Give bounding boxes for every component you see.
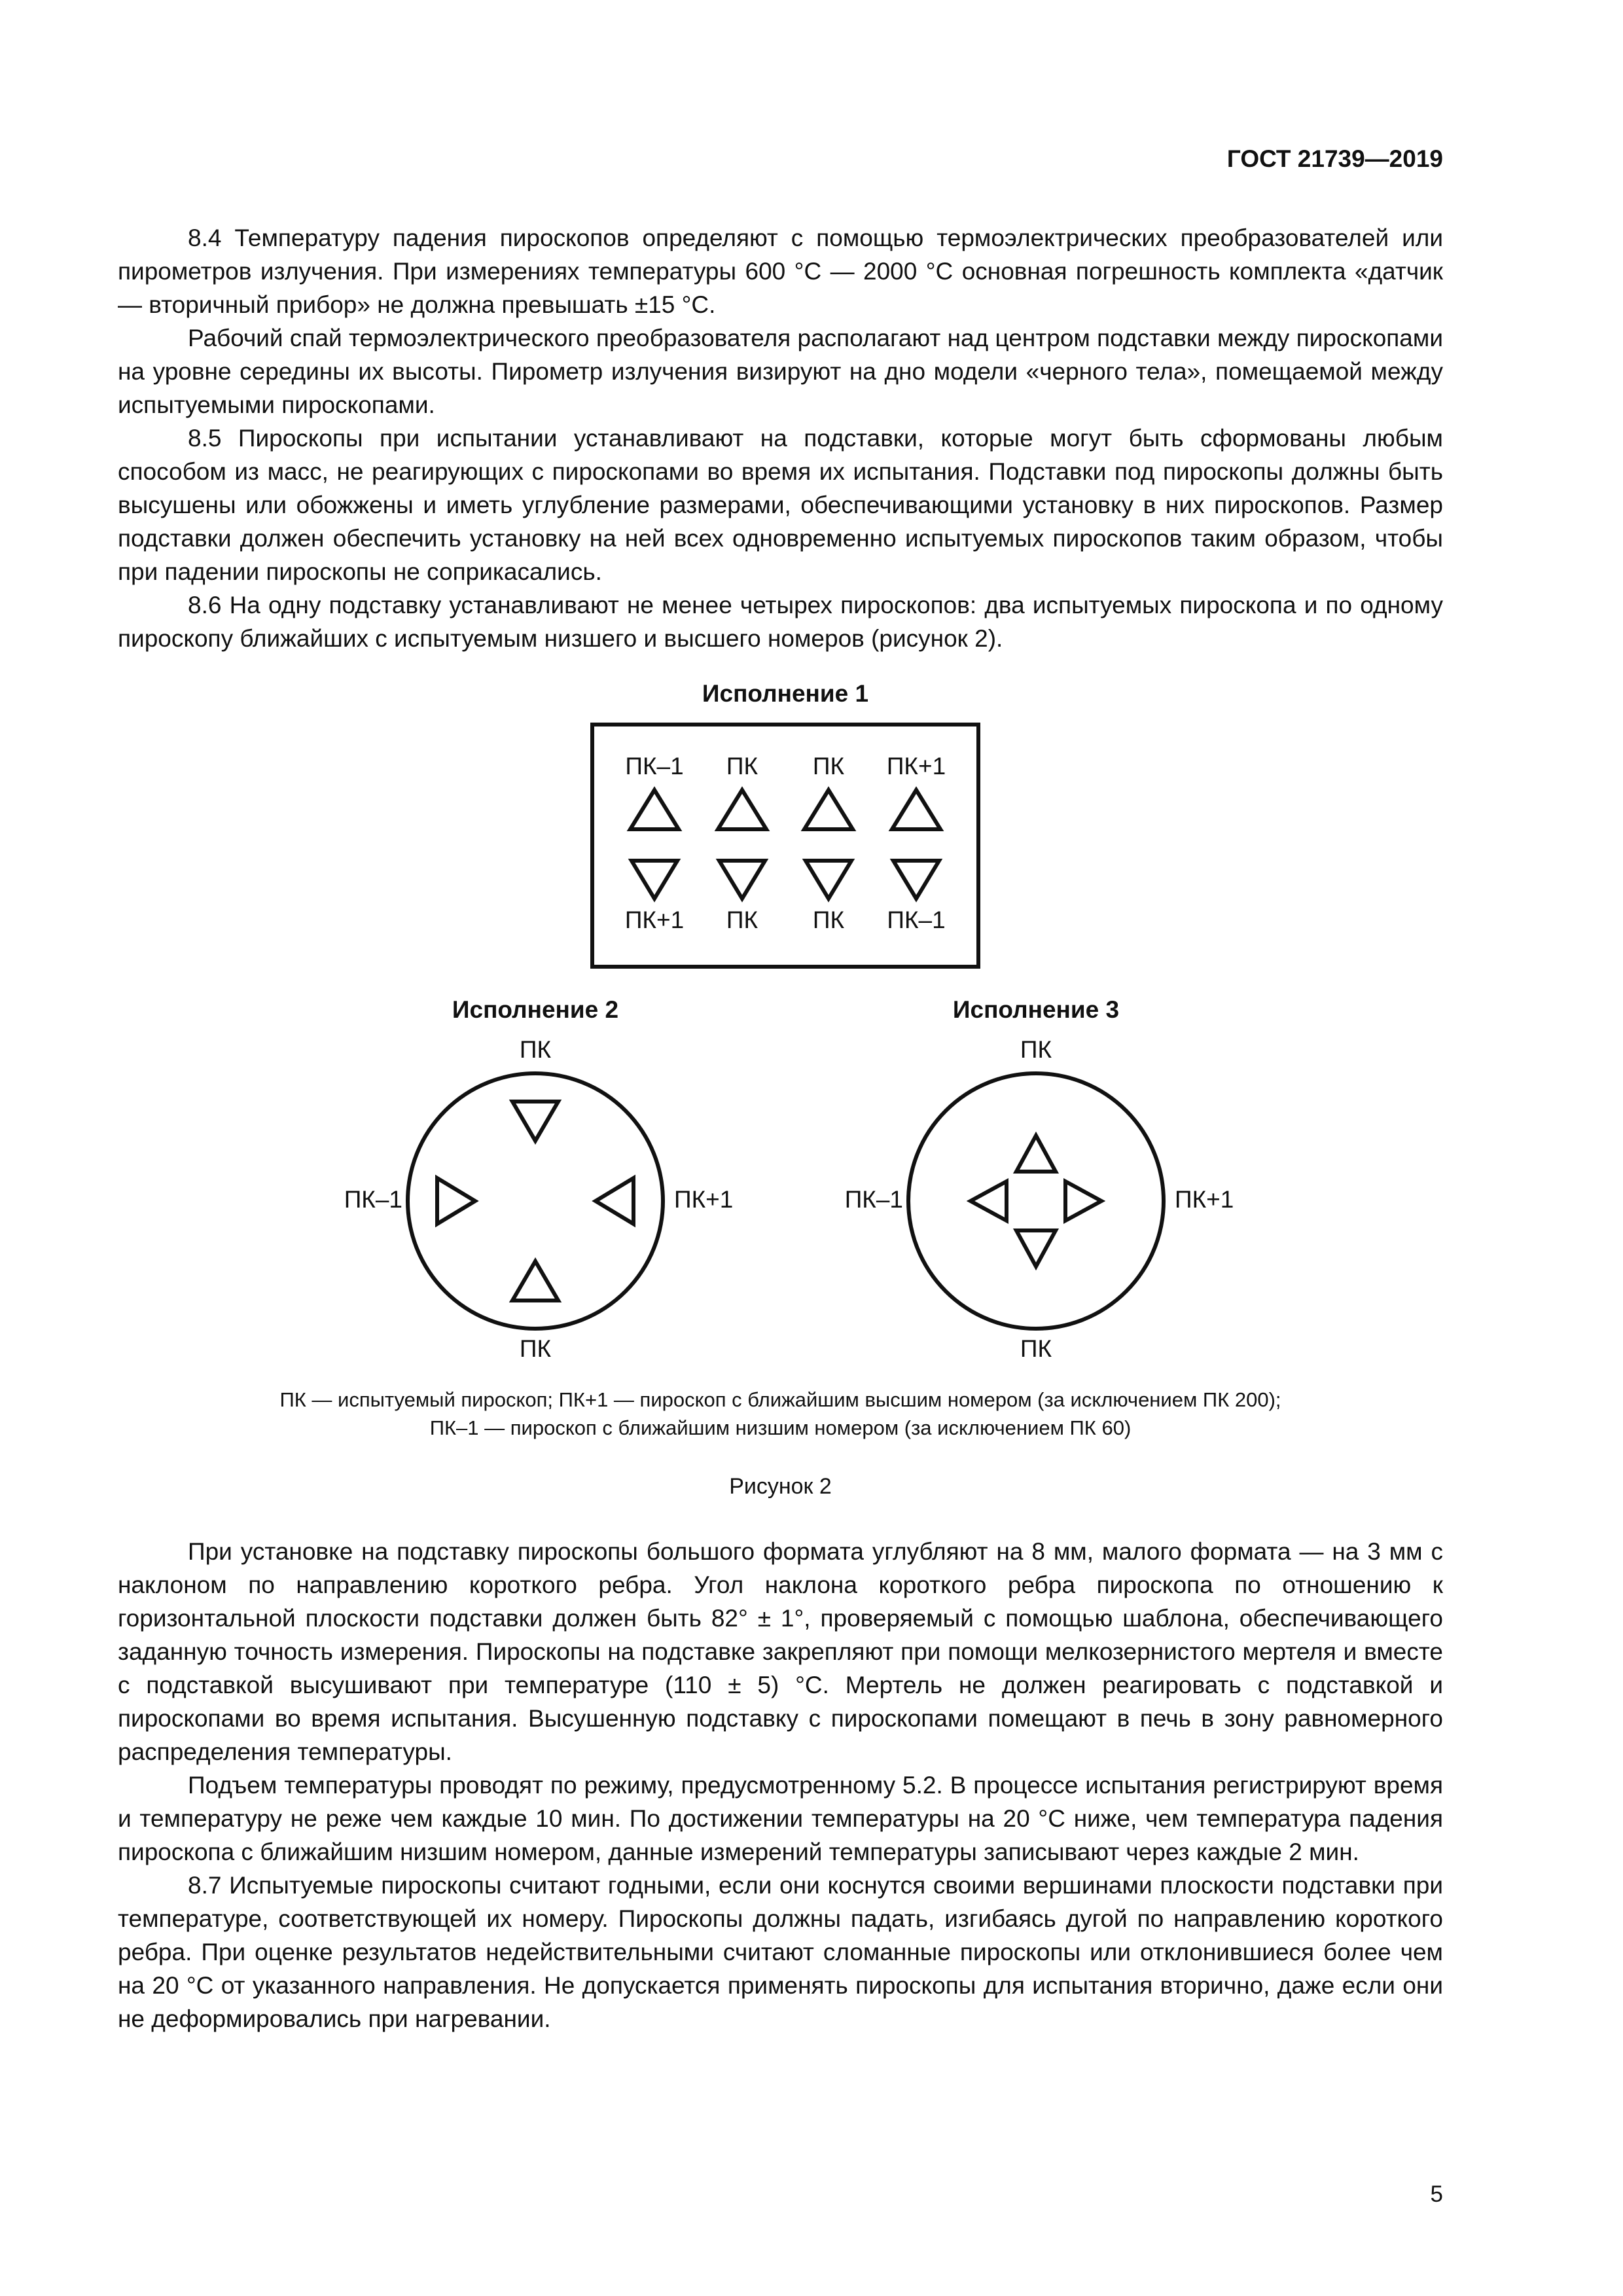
variant1-title: Исполнение 1 [702, 680, 869, 707]
v1-bottom-label-2: ПК [726, 906, 758, 933]
cone-up-3 [804, 790, 853, 829]
cone-down-1 [632, 861, 677, 899]
v1-top-label-2: ПК [726, 753, 758, 780]
v3-cone-bottom [1016, 1230, 1056, 1266]
paragraph-8-7: 8.7 Испытуемые пироскопы считают годными, если они коснутся своими вершинами плоскости подставки при температуре, соответствующей их номеру. Пироскопы должны падать, изгибаясь дугой по направлению короткого ребра. При оценке результатов недействительными считают сломанные пироскопы или отклонившиеся более чем на 20 °С от указанного направления. Не допускается применять пироскопы для испытания вторично, даже если они не деформировались при нагревании. [118, 1872, 1443, 2032]
paragraph-installation: При установке на подставку пироскопы большого формата углубляют на 8 мм, малого формата — на 3 мм с наклоном по направлению короткого ребра. Угол наклона короткого ребра пироскопа по отношению к горизонтальной плоскости подставки должен быть 82° ± 1°, проверяемый с помощью шаблона, обеспечивающего заданную точность измерения. Пироскопы на подставке закрепляют при помощи мелкозернистого мертеля и вместе с подставкой высушивают при температуре (110 ± 5) °С. Мертель не должен реагировать с подставкой и пироскопами во время испытания. Высушенную подставку с пироскопами помещают в печь в зону равномерного распределения температуры. [118, 1538, 1443, 1765]
v1-top-label-1: ПК–1 [625, 753, 684, 780]
v3-label-left: ПК–1 [844, 1186, 903, 1213]
variant3-title: Исполнение 3 [952, 996, 1120, 1023]
figure-caption: Рисунок 2 [729, 1474, 832, 1499]
v3-cone-top [1016, 1136, 1056, 1172]
document-code: ГОСТ 21739—2019 [1226, 145, 1443, 172]
paragraph-temperature-rise: Подъем температуры проводят по режиму, предусмотренному 5.2. В процессе испытания регистрируют время и температуру не реже чем каждые 10 мин. По достижении температуры на 20 °С ниже, чем температура падения пироскопа с ближайшим низшим номером, данные измерений температуры записывают через каждые 2 мин. [118, 1772, 1443, 1865]
v3-cone-right [1065, 1181, 1101, 1221]
v2-cone-top [512, 1102, 558, 1141]
variant2-title: Исполнение 2 [452, 996, 619, 1023]
cone-down-4 [893, 861, 939, 899]
cone-up-2 [718, 790, 766, 829]
variant2-stand-circle [408, 1073, 663, 1329]
cone-up-1 [630, 790, 679, 829]
legend-line-2: ПК–1 — пироскоп с ближайшим низшим номером (за исключением ПК 60) [429, 1416, 1132, 1439]
text-section-bottom [118, 1535, 1443, 2036]
v2-cone-right [596, 1178, 633, 1224]
v1-bottom-label-3: ПК [812, 906, 845, 933]
v3-cone-left [971, 1181, 1007, 1221]
v1-bottom-label-1: ПК+1 [624, 906, 685, 933]
paragraph-thermocouple: Рабочий спай термоэлектрического преобразователя располагают над центром подставки между пироскопами на уровне середины их высоты. Пирометр излучения визируют на дно модели «черного тела», помещаемой между испытуемыми пироскопами. [118, 325, 1443, 418]
v2-label-top: ПК [519, 1036, 552, 1063]
variant3-stand-circle [908, 1073, 1164, 1329]
v1-bottom-label-4: ПК–1 [887, 906, 946, 933]
v2-label-left: ПК–1 [344, 1186, 402, 1213]
v2-cone-left [437, 1178, 475, 1224]
v3-label-bottom: ПК [1020, 1335, 1052, 1362]
cone-down-3 [806, 861, 851, 899]
paragraph-8-4: 8.4 Температуру падения пироскопов определяют с помощью термоэлектрических преобразователей или пирометров излучения. При измерениях температуры 600 °С — 2000 °С основная погрешность комплекта «датчик — вторичный прибор» не должна превышать ±15 °С. [118, 224, 1443, 318]
v2-cone-bottom [512, 1261, 558, 1300]
cone-up-4 [892, 790, 940, 829]
paragraph-8-6: 8.6 На одну подставку устанавливают не менее четырех пироскопов: два испытуемых пироскопа и по одному пироскопу ближайших с испытуемым низшего и высшего номеров (рисунок 2). [118, 592, 1443, 652]
v3-label-right: ПК+1 [1175, 1186, 1234, 1213]
v1-top-label-3: ПК [812, 753, 845, 780]
figure-legend [118, 1386, 1443, 1442]
paragraph-8-5: 8.5 Пироскопы при испытании устанавливают на подставки, которые могут быть сформованы любым способом из масс, не реагирующих с пироскопами во время их испытания. Подставки под пироскопы должны быть высушены или обожжены и иметь углубление размерами, обеспечивающими установку в них пироскопов. Размер подставки должен обеспечить установку на ней всех одновременно испытуемых пироскопов таким образом, чтобы при падении пироскопы не соприкасались. [118, 425, 1443, 585]
page-number: 5 [1430, 2181, 1443, 2207]
v2-label-right: ПК+1 [674, 1186, 734, 1213]
v2-label-bottom: ПК [519, 1335, 552, 1362]
v1-top-label-4: ПК+1 [886, 753, 946, 780]
v3-label-top: ПК [1020, 1036, 1052, 1063]
legend-line-1: ПК — испытуемый пироскоп; ПК+1 — пироскоп с ближайшим высшим номером (за исключением ПК 200); [279, 1388, 1281, 1411]
cone-down-2 [719, 861, 765, 899]
